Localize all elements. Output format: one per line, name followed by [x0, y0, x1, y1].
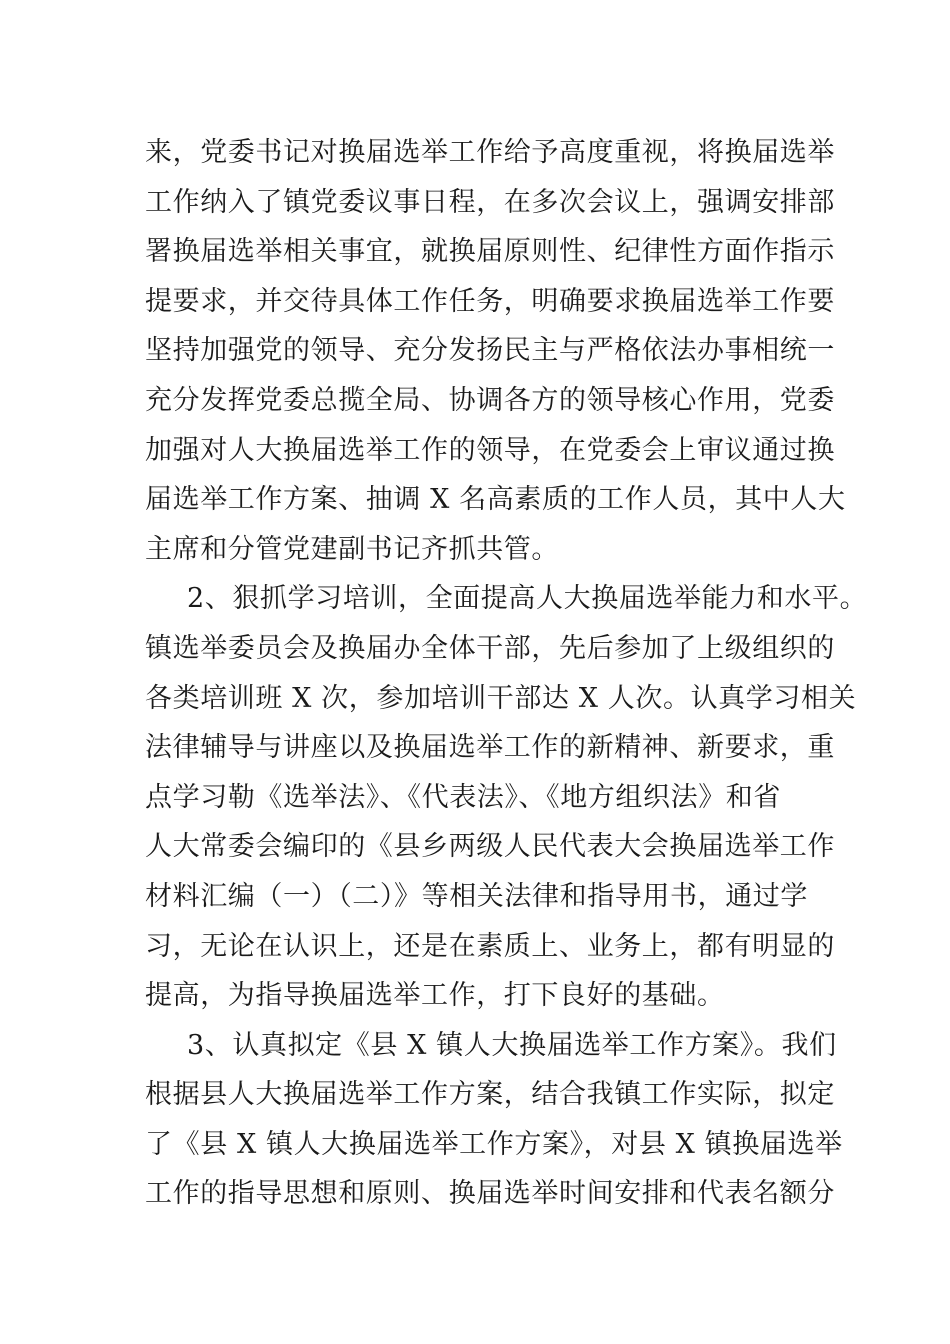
- text-line: 工作纳入了镇党委议事日程，在多次会议上，强调安排部: [145, 186, 835, 218]
- text-line: 署换届选举相关事宜，就换届原则性、纪律性方面作指示: [145, 236, 835, 268]
- text-line: 提要求，并交待具体工作任务，明确要求换届选举工作要: [145, 285, 835, 317]
- text-line: 点学习勒《选举法》、《代表法》、《地方组织法》和省: [145, 781, 781, 813]
- paragraph-2-heading: 2、狠抓学习培训，全面提高人大换届选举能力和水平。: [187, 583, 868, 615]
- text-line: 法律辅导与讲座以及换届选举工作的新精神、新要求，重: [145, 732, 835, 764]
- text-line: 工作的指导思想和原则、换届选举时间安排和代表名额分: [145, 1178, 835, 1210]
- text-line: 届选举工作方案、抽调 X 名高素质的工作人员，其中人大: [145, 484, 846, 516]
- text-line: 充分发挥党委总揽全局、协调各方的领导核心作用，党委: [145, 384, 835, 416]
- text-line: 加强对人大换届选举工作的领导，在党委会上审议通过换: [145, 434, 835, 466]
- text-line: 各类培训班 X 次，参加培训干部达 X 人次。认真学习相关: [145, 682, 857, 714]
- text-line: 坚持加强党的领导、充分发扬民主与严格依法办事相统一: [145, 335, 835, 367]
- text-line: 主席和分管党建副书记齐抓共管。: [145, 533, 559, 565]
- text-line: 根据县人大换届选举工作方案，结合我镇工作实际，拟定: [145, 1079, 835, 1111]
- text-line: 镇选举委员会及换届办全体干部，先后参加了上级组织的: [145, 632, 835, 664]
- text-line: 来，党委书记对换届选举工作给予高度重视，将换届选举: [145, 137, 835, 168]
- body-text: [145, 128, 868, 1219]
- text-line: 习，无论在认识上，还是在素质上、业务上，都有明显的: [145, 930, 835, 962]
- paragraph-3-heading: 3、认真拟定《县 X 镇人大换届选举工作方案》。我们: [187, 1029, 837, 1061]
- text-line: 人大常委会编印的《县乡两级人民代表大会换届选举工作: [145, 831, 835, 863]
- text-line: 了《县 X 镇人大换届选举工作方案》，对县 X 镇换届选举: [145, 1128, 843, 1160]
- text-line: 提高，为指导换届选举工作，打下良好的基础。: [145, 980, 725, 1012]
- text-line: 材料汇编（一）（二）》等相关法律和指导用书，通过学: [145, 880, 808, 912]
